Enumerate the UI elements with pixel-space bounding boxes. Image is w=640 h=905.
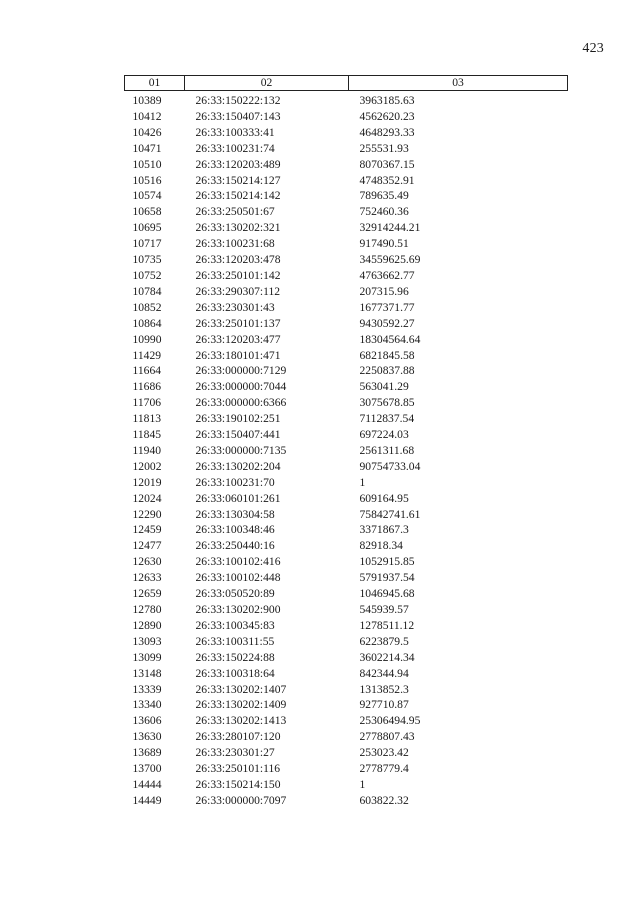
cadastral-value-cell: 253023.42 xyxy=(359,746,409,760)
row-number-cell: 12002 xyxy=(132,459,162,473)
cadastral-number-cell: 26:33:250101:142 xyxy=(195,268,281,282)
table-row xyxy=(125,475,568,491)
table-row xyxy=(125,109,568,125)
cadastral-number-cell: 26:33:130304:58 xyxy=(195,507,275,521)
cadastral-value-cell: 3075678.85 xyxy=(359,396,415,410)
column-header-02: 02 xyxy=(185,76,349,91)
table-row xyxy=(125,713,568,729)
cadastral-number-cell: 26:33:100311:55 xyxy=(195,634,275,648)
cadastral-number-cell: 26:33:130202:1413 xyxy=(195,714,287,728)
row-number-cell: 12459 xyxy=(132,523,162,537)
row-number-cell: 13606 xyxy=(132,714,162,728)
row-number-cell: 10426 xyxy=(132,125,162,139)
table-row xyxy=(125,300,568,316)
cadastral-value-cell: 6821845.58 xyxy=(359,348,415,362)
row-number-cell: 12024 xyxy=(132,491,162,505)
cadastral-number-cell: 26:33:150214:142 xyxy=(195,189,281,203)
row-number-cell: 11813 xyxy=(132,412,162,426)
table-row xyxy=(125,141,568,157)
cadastral-number-cell: 26:33:000000:7135 xyxy=(195,443,287,457)
table-row xyxy=(125,745,568,761)
table-row xyxy=(125,554,568,570)
row-number-cell: 13093 xyxy=(132,634,162,648)
table-row xyxy=(125,761,568,777)
cadastral-number-cell: 26:33:120203:477 xyxy=(195,332,281,346)
table-row xyxy=(125,443,568,459)
cadastral-value-cell: 697224.03 xyxy=(359,428,409,442)
row-number-cell: 12290 xyxy=(132,507,162,521)
cadastral-number-cell: 26:33:120203:489 xyxy=(195,157,281,171)
table-row xyxy=(125,379,568,395)
table-row xyxy=(125,188,568,204)
table-row xyxy=(125,522,568,538)
cadastral-number-cell: 26:33:100348:46 xyxy=(195,523,275,537)
cadastral-number-cell: 26:33:130202:1409 xyxy=(195,698,287,712)
cadastral-value-cell: 75842741.61 xyxy=(359,507,421,521)
cadastral-value-cell: 4648293.33 xyxy=(359,125,415,139)
cadastral-value-cell: 8070367.15 xyxy=(359,157,415,171)
table-row xyxy=(125,538,568,554)
table-row xyxy=(125,634,568,650)
table-body xyxy=(125,91,568,809)
cadastral-number-cell: 26:33:100102:448 xyxy=(195,571,281,585)
cadastral-value-cell: 207315.96 xyxy=(359,284,409,298)
table-row xyxy=(125,682,568,698)
cadastral-number-cell: 26:33:100231:74 xyxy=(195,141,275,155)
cadastral-value-cell: 4562620.23 xyxy=(359,109,415,123)
cadastral-number-cell: 26:33:180101:471 xyxy=(195,348,281,362)
table-row xyxy=(125,268,568,284)
row-number-cell: 13099 xyxy=(132,650,162,664)
row-number-cell: 13700 xyxy=(132,762,162,776)
cadastral-value-cell: 25306494.95 xyxy=(359,714,421,728)
row-number-cell: 10990 xyxy=(132,332,162,346)
cadastral-value-cell: 3371867.3 xyxy=(359,523,409,537)
table-row xyxy=(125,602,568,618)
cadastral-number-cell: 26:33:230301:43 xyxy=(195,300,275,314)
cadastral-value-cell: 789635.49 xyxy=(359,189,409,203)
row-number-cell: 10695 xyxy=(132,221,162,235)
table-row xyxy=(125,793,568,809)
cadastral-number-cell: 26:33:060101:261 xyxy=(195,491,281,505)
row-number-cell: 12659 xyxy=(132,587,162,601)
cadastral-value-cell: 6223879.5 xyxy=(359,634,409,648)
table-row xyxy=(125,650,568,666)
table-row xyxy=(125,236,568,252)
row-number-cell: 13339 xyxy=(132,682,162,696)
row-number-cell: 10784 xyxy=(132,284,162,298)
cadastral-value-cell: 2778779.4 xyxy=(359,762,409,776)
row-number-cell: 14449 xyxy=(132,793,162,807)
table-row xyxy=(125,586,568,602)
table-row xyxy=(125,157,568,173)
row-number-cell: 11845 xyxy=(132,428,162,442)
table-row xyxy=(125,491,568,507)
cadastral-value-cell: 3602214.34 xyxy=(359,650,415,664)
cadastral-number-cell: 26:33:100102:416 xyxy=(195,555,281,569)
row-number-cell: 12780 xyxy=(132,603,162,616)
table-row xyxy=(125,697,568,713)
table-row xyxy=(125,252,568,268)
row-number-cell: 12633 xyxy=(132,571,162,585)
cadastral-value-cell: 927710.87 xyxy=(359,698,409,712)
cadastral-number-cell: 26:33:150407:143 xyxy=(195,109,281,123)
table-row xyxy=(125,570,568,586)
column-header-03: 03 xyxy=(349,76,568,91)
row-number-cell: 12630 xyxy=(132,555,162,569)
cadastral-value-cell: 2778807.43 xyxy=(359,730,415,744)
cadastral-value-cell: 752460.36 xyxy=(359,205,409,219)
cadastral-number-cell: 26:33:100318:64 xyxy=(195,666,275,680)
table-row xyxy=(125,220,568,236)
cadastral-number-cell: 26:33:050520:89 xyxy=(195,587,275,601)
cadastral-number-cell: 26:33:150224:88 xyxy=(195,650,275,664)
row-number-cell: 12477 xyxy=(132,539,162,553)
row-number-cell: 13148 xyxy=(132,666,162,680)
cadastral-number-cell: 26:33:100333:41 xyxy=(195,125,275,139)
cadastral-number-cell: 26:33:130202:204 xyxy=(195,459,281,473)
cadastral-number-cell: 26:33:150214:150 xyxy=(195,777,281,791)
cadastral-number-cell: 26:33:100231:68 xyxy=(195,237,275,251)
cadastral-value-cell: 603822.32 xyxy=(359,793,409,807)
row-number-cell: 11940 xyxy=(132,443,162,457)
row-number-cell: 13689 xyxy=(132,746,162,760)
row-number-cell: 10574 xyxy=(132,189,162,203)
cadastral-number-cell: 26:33:190102:251 xyxy=(195,412,281,426)
cadastral-value-cell: 1677371.77 xyxy=(359,300,415,314)
cadastral-number-cell: 26:33:250101:137 xyxy=(195,316,281,330)
row-number-cell: 10412 xyxy=(132,109,162,123)
table-row xyxy=(125,91,568,109)
row-number-cell: 10864 xyxy=(132,316,162,330)
cadastral-value-cell: 34559625.69 xyxy=(359,253,421,267)
row-number-cell: 12890 xyxy=(132,618,162,632)
cadastral-value-cell: 545939.57 xyxy=(359,603,409,616)
cadastral-value-cell: 2561311.68 xyxy=(359,443,415,457)
row-number-cell: 10735 xyxy=(132,253,162,267)
row-number-cell: 11664 xyxy=(132,364,162,378)
table-row xyxy=(125,507,568,523)
row-number-cell: 11429 xyxy=(132,348,162,362)
row-number-cell: 13340 xyxy=(132,698,162,712)
cadastral-number-cell: 26:33:100231:70 xyxy=(195,475,275,489)
table-row xyxy=(125,411,568,427)
header-row xyxy=(125,76,568,91)
cadastral-number-cell: 26:33:250440:16 xyxy=(195,539,275,553)
cadastral-value-cell: 82918.34 xyxy=(359,539,403,553)
cadastral-value-cell: 90754733.04 xyxy=(359,459,421,473)
row-number-cell: 10658 xyxy=(132,205,162,219)
cadastral-number-cell: 26:33:280107:120 xyxy=(195,730,281,744)
row-number-cell: 10471 xyxy=(132,141,162,155)
cadastral-value-cell: 18304564.64 xyxy=(359,332,421,346)
cadastral-value-cell: 563041.29 xyxy=(359,380,409,394)
table-row xyxy=(125,729,568,745)
cadastral-value-cell: 2250837.88 xyxy=(359,364,415,378)
table-row xyxy=(125,363,568,379)
row-number-cell: 10752 xyxy=(132,268,162,282)
cadastral-number-cell: 26:33:150407:441 xyxy=(195,428,281,442)
cadastral-number-cell: 26:33:000000:7097 xyxy=(195,793,287,807)
table-row xyxy=(125,332,568,348)
cadastral-value-cell: 4763662.77 xyxy=(359,268,415,282)
cadastral-value-cell: 4748352.91 xyxy=(359,173,415,187)
table-row xyxy=(125,777,568,793)
cadastral-number-cell: 26:33:100345:83 xyxy=(195,618,275,632)
cadastral-number-cell: 26:33:000000:6366 xyxy=(195,396,287,410)
table-row xyxy=(125,348,568,364)
table-row xyxy=(125,125,568,141)
cadastral-value-cell: 842344.94 xyxy=(359,666,409,680)
row-number-cell: 14444 xyxy=(132,777,162,791)
cadastral-number-cell: 26:33:250501:67 xyxy=(195,205,275,219)
cadastral-number-cell: 26:33:290307:112 xyxy=(195,284,281,298)
table-row xyxy=(125,666,568,682)
table-row xyxy=(125,618,568,634)
cadastral-value-cell: 1046945.68 xyxy=(359,587,415,601)
cadastral-number-cell: 26:33:130202:900 xyxy=(195,603,281,616)
table-row xyxy=(125,395,568,411)
row-number-cell: 10516 xyxy=(132,173,162,187)
cadastral-value-cell: 5791937.54 xyxy=(359,571,415,585)
table-row xyxy=(125,316,568,332)
row-number-cell: 12019 xyxy=(132,475,162,489)
row-number-cell: 11706 xyxy=(132,396,162,410)
cadastral-value-cell: 1052915.85 xyxy=(359,555,415,569)
cadastral-number-cell: 26:33:150222:132 xyxy=(195,94,281,107)
cadastral-number-cell: 26:33:130202:321 xyxy=(195,221,281,235)
cadastral-value-cell: 9430592.27 xyxy=(359,316,415,330)
cadastral-value-cell: 7112837.54 xyxy=(359,412,415,426)
cadastral-value-cell: 255531.93 xyxy=(359,141,409,155)
row-number-cell: 10852 xyxy=(132,300,162,314)
page-number: 423 xyxy=(582,41,604,56)
table-row xyxy=(125,284,568,300)
row-number-cell: 11686 xyxy=(132,380,162,394)
table-header xyxy=(125,76,568,91)
table-row xyxy=(125,204,568,220)
cadastral-value-cell: 3963185.63 xyxy=(359,94,415,107)
cadastral-value-table xyxy=(124,75,568,809)
row-number-cell: 10389 xyxy=(132,94,162,107)
table-row xyxy=(125,173,568,189)
column-header-01: 01 xyxy=(125,76,185,91)
cadastral-number-cell: 26:33:120203:478 xyxy=(195,253,281,267)
cadastral-number-cell: 26:33:000000:7044 xyxy=(195,380,287,394)
cadastral-number-cell: 26:33:150214:127 xyxy=(195,173,281,187)
row-number-cell: 13630 xyxy=(132,730,162,744)
cadastral-number-cell: 26:33:230301:27 xyxy=(195,746,275,760)
cadastral-value-cell: 1 xyxy=(359,777,366,791)
cadastral-value-cell: 917490.51 xyxy=(359,237,409,251)
cadastral-number-cell: 26:33:250101:116 xyxy=(195,762,281,776)
cadastral-value-cell: 32914244.21 xyxy=(359,221,421,235)
row-number-cell: 10510 xyxy=(132,157,162,171)
table-row xyxy=(125,427,568,443)
cadastral-value-cell: 609164.95 xyxy=(359,491,409,505)
cadastral-number-cell: 26:33:000000:7129 xyxy=(195,364,287,378)
row-number-cell: 10717 xyxy=(132,237,162,251)
cadastral-value-cell: 1278511.12 xyxy=(359,618,415,632)
cadastral-value-cell: 1 xyxy=(359,475,366,489)
cadastral-value-cell: 1313852.3 xyxy=(359,682,409,696)
table-row xyxy=(125,459,568,475)
cadastral-number-cell: 26:33:130202:1407 xyxy=(195,682,287,696)
